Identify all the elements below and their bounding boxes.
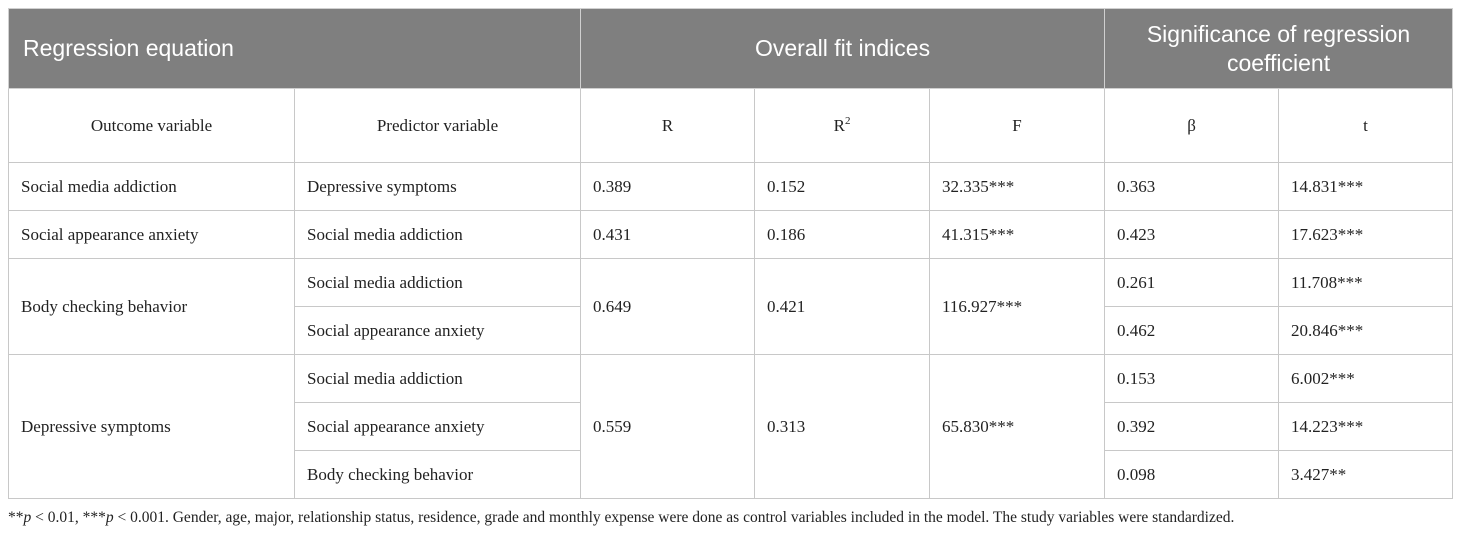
predictor-cell: Body checking behavior bbox=[295, 451, 581, 499]
predictor-cell: Social media addiction bbox=[295, 211, 581, 259]
subheader-outcome: Outcome variable bbox=[9, 89, 295, 163]
outcome-cell: Body checking behavior bbox=[9, 259, 295, 355]
footnote-stars: ** bbox=[8, 509, 24, 526]
f-cell: 116.927*** bbox=[930, 259, 1105, 355]
subheader-beta: β bbox=[1105, 89, 1279, 163]
footnote-text: < 0.001. Gender, age, major, relationship status, residence, grade and monthly expense were done as control variables included in the model. The study variables were standardized. bbox=[113, 509, 1235, 526]
footnote-p-symbol: p bbox=[105, 509, 114, 526]
r-cell: 0.431 bbox=[581, 211, 755, 259]
beta-cell: 0.392 bbox=[1105, 403, 1279, 451]
footnote-text: < 0.01, bbox=[31, 509, 83, 526]
predictor-cell: Social appearance anxiety bbox=[295, 403, 581, 451]
subheader-r2: $R^2$ bbox=[755, 89, 930, 163]
footnote-stars: *** bbox=[82, 509, 106, 526]
beta-cell: 0.462 bbox=[1105, 307, 1279, 355]
r2-cell: 0.313 bbox=[755, 355, 930, 499]
subheader-t: t bbox=[1279, 89, 1453, 163]
t-cell: 6.002*** bbox=[1279, 355, 1453, 403]
header-significance: Significance of regression coefficient bbox=[1105, 9, 1453, 89]
predictor-cell: Depressive symptoms bbox=[295, 163, 581, 211]
header-overall-fit: Overall fit indices bbox=[581, 9, 1105, 89]
table-header-row bbox=[9, 9, 1453, 89]
r2-cell: 0.152 bbox=[755, 163, 930, 211]
beta-cell: 0.098 bbox=[1105, 451, 1279, 499]
results-table-container bbox=[8, 8, 1452, 529]
r2-cell: 0.421 bbox=[755, 259, 930, 355]
regression-table bbox=[8, 8, 1453, 499]
t-cell: 14.223*** bbox=[1279, 403, 1453, 451]
f-cell: 41.315*** bbox=[930, 211, 1105, 259]
table-row bbox=[9, 355, 1453, 403]
predictor-cell: Social appearance anxiety bbox=[295, 307, 581, 355]
t-cell: 11.708*** bbox=[1279, 259, 1453, 307]
predictor-cell: Social media addiction bbox=[295, 259, 581, 307]
beta-cell: 0.261 bbox=[1105, 259, 1279, 307]
table-row bbox=[9, 211, 1453, 259]
predictor-cell: Social media addiction bbox=[295, 355, 581, 403]
subheader-f: F bbox=[930, 89, 1105, 163]
f-cell: 32.335*** bbox=[930, 163, 1105, 211]
f-cell: 65.830*** bbox=[930, 355, 1105, 499]
outcome-cell: Social media addiction bbox=[9, 163, 295, 211]
footnote-p-symbol: p bbox=[23, 509, 32, 526]
r-cell: 0.649 bbox=[581, 259, 755, 355]
beta-cell: 0.423 bbox=[1105, 211, 1279, 259]
t-cell: 3.427** bbox=[1279, 451, 1453, 499]
beta-cell: 0.153 bbox=[1105, 355, 1279, 403]
r2-cell: 0.186 bbox=[755, 211, 930, 259]
subheader-r: R bbox=[581, 89, 755, 163]
t-cell: 14.831*** bbox=[1279, 163, 1453, 211]
table-subheader-row bbox=[9, 89, 1453, 163]
table-row bbox=[9, 163, 1453, 211]
outcome-cell: Depressive symptoms bbox=[9, 355, 295, 499]
r-cell: 0.559 bbox=[581, 355, 755, 499]
header-regression-equation: Regression equation bbox=[9, 9, 581, 89]
subheader-predictor: Predictor variable bbox=[295, 89, 581, 163]
beta-cell: 0.363 bbox=[1105, 163, 1279, 211]
t-cell: 20.846*** bbox=[1279, 307, 1453, 355]
table-footnote bbox=[8, 507, 1452, 529]
r-cell: 0.389 bbox=[581, 163, 755, 211]
outcome-cell: Social appearance anxiety bbox=[9, 211, 295, 259]
table-row bbox=[9, 259, 1453, 307]
t-cell: 17.623*** bbox=[1279, 211, 1453, 259]
